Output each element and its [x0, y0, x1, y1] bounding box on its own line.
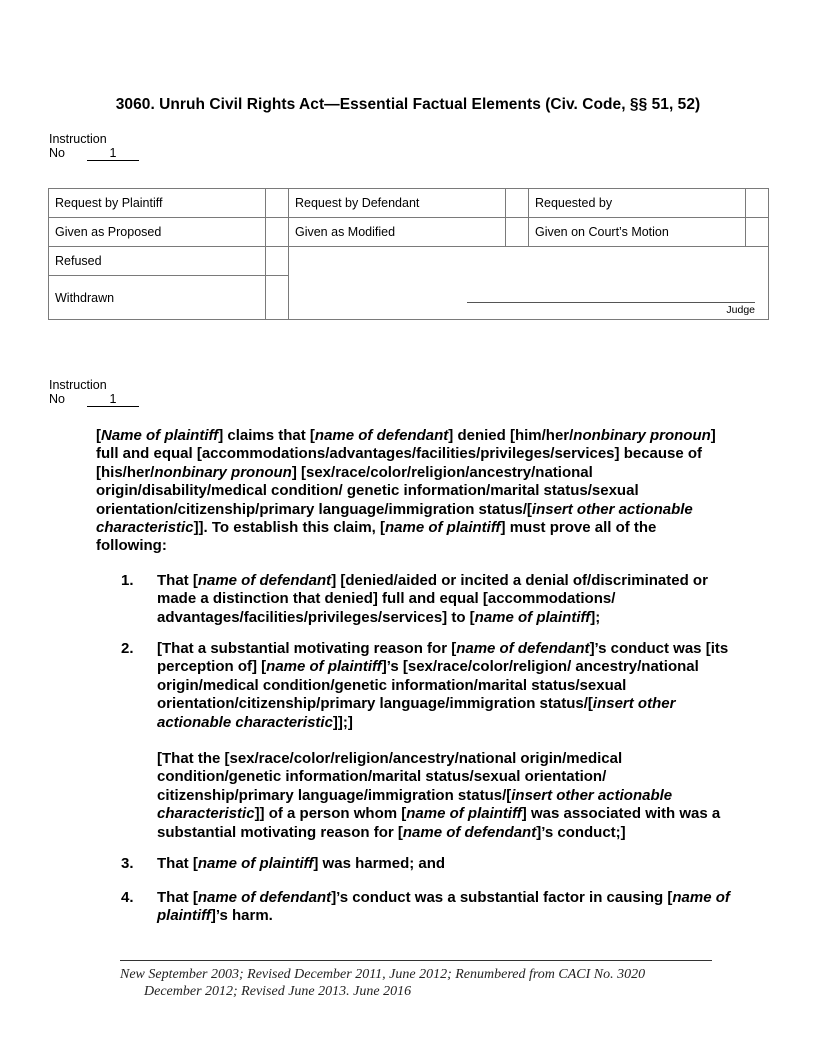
text: ] [sex/race/color/religion/ancestry/national origin/disability/medical condition/ genetic information/marital status/sexual orientation/citizenship/primary language/immigration status/[ — [96, 463, 639, 518]
request-disposition-table — [48, 188, 769, 320]
refused-checkbox[interactable] — [265, 247, 288, 276]
text: ]; — [590, 608, 601, 626]
element-text — [157, 572, 731, 627]
element-text — [157, 855, 731, 873]
text: ]’s harm. — [210, 907, 273, 925]
instruction-number: 1 — [87, 147, 139, 161]
text: ]]. To establish this claim, [ — [193, 519, 385, 537]
instruction-intro-paragraph — [96, 427, 728, 556]
instruction-label: Instruction — [49, 378, 107, 392]
text: ] claims that [ — [218, 427, 315, 444]
element-number: 2. — [121, 640, 134, 657]
text: ]’s conduct;] — [536, 823, 626, 841]
text: ]] of a person whom [ — [254, 805, 407, 823]
placeholder-text: name of plaintiff — [266, 658, 382, 676]
withdrawn-label: Withdrawn — [49, 276, 266, 320]
request-by-defendant-checkbox[interactable] — [505, 189, 528, 218]
element-number: 3. — [121, 855, 134, 872]
placeholder-text: name of defendant — [197, 572, 332, 589]
placeholder-text: insert other actionable characteristic — [157, 786, 673, 823]
text: ] full and equal [accommodations/advantages/facilities/privileges/services] because of [his/her/ — [96, 427, 716, 481]
placeholder-text: name of plaintiff — [197, 855, 314, 872]
placeholder-text: name of plaintiff — [406, 805, 522, 823]
given-as-proposed-label: Given as Proposed — [49, 218, 266, 247]
judge-signature-line[interactable] — [467, 302, 755, 303]
placeholder-text: name of plaintiff — [384, 519, 501, 537]
element-text — [157, 889, 731, 926]
element-item-4 — [121, 889, 731, 926]
table-row — [49, 247, 769, 276]
text: ] [denied/aided or incited a denial of/discriminated or made a distinction that denied] full and equal [accommodations/ advantages/facilities/privileges/services] to [ — [157, 572, 708, 626]
placeholder-text: name of plaintiff — [157, 889, 730, 925]
instruction-no-row — [49, 146, 139, 161]
text: [That the [sex/race/color/religion/ancestry/national origin/medical condition/genetic information/marital status/sexual orientation/ citizenship/primary language/immigration status/[ — [157, 750, 623, 804]
placeholder-text: insert other actionable characteristic — [157, 695, 676, 731]
text: [That a substantial motivating reason for [ — [157, 640, 457, 657]
element-number: 1. — [121, 572, 134, 589]
revision-history-line-2: December 2012; Revised June 2013. June 2016 — [144, 984, 412, 999]
text: [ — [96, 427, 101, 444]
request-by-plaintiff-label: Request by Plaintiff — [49, 189, 266, 218]
element-alternative-text — [157, 750, 731, 842]
element-text — [157, 640, 731, 732]
placeholder-text: name of defendant — [314, 427, 449, 444]
text: ]’s conduct was [its perception of] [ — [157, 640, 729, 676]
instruction-number: 1 — [87, 393, 139, 407]
footer-divider — [120, 960, 712, 961]
text: ]’s conduct was a substantial factor in causing [ — [331, 889, 673, 906]
given-on-courts-motion-label: Given on Court’s Motion — [528, 218, 745, 247]
placeholder-text: Name of plaintiff — [101, 427, 219, 444]
placeholder-text: nonbinary pronoun — [154, 463, 292, 481]
no-label: No — [49, 392, 65, 406]
judge-signature-area — [288, 247, 768, 320]
table-row — [49, 189, 769, 218]
requested-by-label: Requested by — [528, 189, 745, 218]
text: ] was associated with was a substantial motivating reason for [ — [157, 805, 721, 841]
withdrawn-checkbox[interactable] — [265, 276, 288, 320]
placeholder-text: name of defendant — [197, 889, 332, 906]
placeholder-text: name of plaintiff — [474, 608, 591, 626]
given-on-courts-motion-checkbox[interactable] — [745, 218, 768, 247]
placeholder-text: nonbinary pronoun — [573, 427, 711, 444]
text: That [ — [157, 855, 198, 872]
element-item-1 — [121, 572, 731, 627]
instruction-no-row — [49, 392, 139, 407]
element-number: 4. — [121, 889, 134, 906]
request-by-defendant-label: Request by Defendant — [288, 189, 505, 218]
request-by-plaintiff-checkbox[interactable] — [265, 189, 288, 218]
text: ]’s [sex/race/color/religion/ ancestry/national origin/medical condition/genetic information/marital status/sexual orientation/citizenship/primary language/immigration status/[ — [157, 658, 699, 713]
text: ] was harmed; and — [313, 855, 446, 872]
element-item-2 — [121, 640, 731, 842]
text: ] denied [him/her/ — [448, 427, 574, 444]
placeholder-text: name of defendant — [402, 823, 537, 841]
revision-history-line-1: New September 2003; Revised December 2011, June 2012; Renumbered from CACI No. 3020 — [120, 967, 646, 982]
instruction-label: Instruction — [49, 132, 107, 146]
text: ]];] — [332, 713, 353, 731]
given-as-modified-label: Given as Modified — [288, 218, 505, 247]
judge-label: Judge — [726, 304, 755, 316]
placeholder-text: name of defendant — [456, 640, 590, 657]
page-title: 3060. Unruh Civil Rights Act—Essential Factual Elements (Civ. Code, §§ 51, 52) — [115, 96, 701, 113]
instruction-number-header-top — [49, 132, 139, 161]
requested-by-checkbox[interactable] — [745, 189, 768, 218]
refused-label: Refused — [49, 247, 266, 276]
given-as-proposed-checkbox[interactable] — [265, 218, 288, 247]
text: ] must prove all of the following: — [96, 519, 657, 555]
text: That [ — [157, 889, 198, 906]
no-label: No — [49, 146, 65, 160]
element-item-3 — [121, 855, 731, 873]
table-row — [49, 218, 769, 247]
instruction-number-header-bottom — [49, 378, 139, 407]
given-as-modified-checkbox[interactable] — [505, 218, 528, 247]
text: That [ — [157, 572, 198, 589]
placeholder-text: insert other actionable characteristic — [96, 500, 693, 537]
revision-history — [120, 966, 720, 1000]
